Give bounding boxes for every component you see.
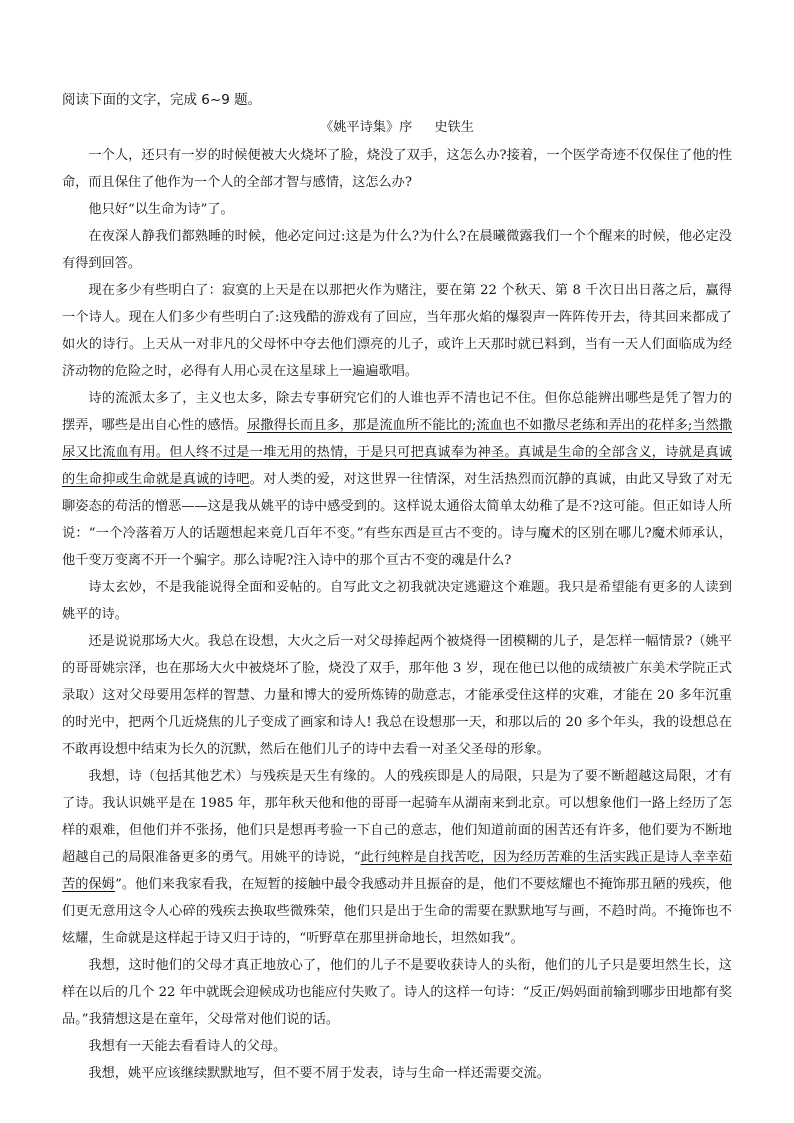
document-page: [62, 88, 732, 1087]
underlined-text: 尿撒得长而且多，那是流血所不能比的;流血也不如撒尽老练和弄出的花样多;当然撒尿又比流血有用。但人终不过是一堆无用的热情，于是只可把真诚奉为神圣。真诚是生命的全部含义，诗就是真诚的生命抑或生命就是真诚的诗吧: [62, 418, 733, 487]
underlined-text: 此行纯粹是自找苦吃，因为经历苦难的生活实践正是诗人幸幸茹苦的保姆: [62, 850, 732, 892]
essay-author: 史铁生: [434, 120, 474, 135]
essay-paragraph: [62, 628, 732, 763]
essay-paragraph: [62, 277, 732, 385]
paragraph-text: 我想，这时他们的父母才真正地放心了，他们的儿子不是要收获诗人的头衔，他们的儿子只是要坦然生长，这样在以后的几个 22 年中就既会迎候成功也能应付失败了。诗人的这样一句诗：“反正/妈妈面前输到哪步田地都有奖品。”我猜想这是在童年，父母常对他们说的话。: [62, 958, 732, 1027]
essay-paragraph: [62, 763, 732, 952]
essay-body: [62, 142, 732, 1087]
paragraph-text: 诗的流派太多了，主义也太多，除去专事研究它们的人谁也弄不清也记不住。但你总能辨出哪些是凭了智力的摆弄，哪些是出自心性的感悟。: [62, 391, 732, 433]
essay-paragraph: [62, 196, 732, 223]
paragraph-text: 现在多少有些明白了：寂寞的上天是在以那把火作为赌注，要在第 22 个秋天、第 8 千次日出日落之后，赢得一个诗人。现在人们多少有些明白了:这残酷的游戏有了回应，当年那火焰的爆裂声一阵阵传开去，待其回来都成了如火的诗行。上天从一对非凡的父母怀中夺去他们漂亮的儿子，或许上天那时就已料到，当有一天人们面临成为经济动物的危险之时，必得有人用心灵在这星球上一遍遍歌唱。: [62, 283, 732, 379]
paragraph-text: 还是说说那场大火。我总在设想，大火之后一对父母捧起两个被烧得一团模糊的儿子，是怎样一幅情景?（姚平的哥哥姚宗泽，也在那场大火中被烧坏了脸，烧没了双手，那年他 3 岁，现在他已以他的成绩被广东美术学院正式录取）这对父母要用怎样的智慧、力量和博大的爱所炼铸的勋意志，才能承受住这样的灾难，才能在 20 多年沉重的时光中，把两个几近烧焦的儿子变成了画家和诗人! 我总在设想那一天，和那以后的 20 多个年头，我的设想总在不敢再设想中结束为长久的沉默，然后在他们儿子的诗中去看一对圣父圣母的形象。: [62, 634, 732, 757]
essay-paragraph: [62, 1033, 732, 1060]
essay-paragraph: [62, 952, 732, 1033]
essay-title-line: [62, 114, 732, 142]
essay-paragraph: [62, 223, 732, 277]
essay-paragraph: [62, 1060, 732, 1087]
paragraph-text: 我想有一天能去看看诗人的父母。: [88, 1039, 287, 1054]
paragraph-text: ”。他们来我家看我，在短暂的接触中最令我感动并且振奋的是，他们不要炫耀也不掩饰那丑陋的残疾，他们更无意用这令人心碎的残疾去换取些微殊荣，他们只是出于生命的需要在默默地写与画，不趋时尚。不掩饰也不炫耀，生命就是这样起于诗又归于诗的，“听野草在那里拼命地长，坦然如我”。: [62, 877, 732, 946]
paragraph-text: 我想，姚平应该继续默默地写，但不要不屑于发表，诗与生命一样还需要交流。: [88, 1066, 550, 1081]
paragraph-text: 。对人类的爱，对这世界一往情深，对生活热烈而沉静的真诚，由此又导致了对无聊姿态的苟活的憎恶——这是我从姚平的诗中感受到的。这样说太通俗太简单太幼稚了是不?这可能。但正如诗人所说：“一个冷落着万人的话题想起来竟几百年不变。”有些东西是亘古不变的。诗与魔术的区别在哪儿?魔术师承认，他千变万变离不开一个骗字。那么诗呢?注入诗中的那个亘古不变的魂是什么?: [62, 472, 733, 568]
paragraph-text: 一个人，还只有一岁的时候便被大火烧坏了脸，烧没了双手，这怎么办?接着，一个医学奇迹不仅保住了他的性命，而且保住了他作为一个人的全部才智与感情，这怎么办?: [62, 148, 732, 190]
paragraph-text: 我想，诗（包括其他艺术）与残疾是天生有缘的。人的残疾即是人的局限，只是为了要不断超越这局限，才有了诗。我认识姚平是在 1985 年，那年秋天他和他的哥哥一起骑车从湖南来到北京。可以想象他们一路上经历了怎样的艰难，但他们并不张扬，他们只是想再考验一下自己的意志，他们知道前面的困苦还有许多，他们要为不断地超越自己的局限准备更多的勇气。用姚平的诗说，“: [62, 769, 732, 865]
paragraph-text: 他只好“以生命为诗”了。: [88, 202, 234, 217]
paragraph-text: 在夜深人静我们都熟睡的时候，他必定问过:这是为什么?为什么?在晨曦微露我们一个个醒来的时候，他必定没有得到回答。: [62, 229, 732, 271]
essay-title: 《姚平诗集》序: [320, 120, 413, 135]
essay-paragraph: [62, 142, 732, 196]
essay-paragraph: [62, 385, 732, 574]
essay-paragraph: [62, 574, 732, 628]
paragraph-text: 诗太玄妙，不是我能说得全面和妥帖的。自写此文之初我就决定逃避这个难题。我只是希望能有更多的人读到姚平的诗。: [62, 580, 732, 622]
instruction-text: 阅读下面的文字，完成 6~9 题。: [62, 92, 262, 108]
